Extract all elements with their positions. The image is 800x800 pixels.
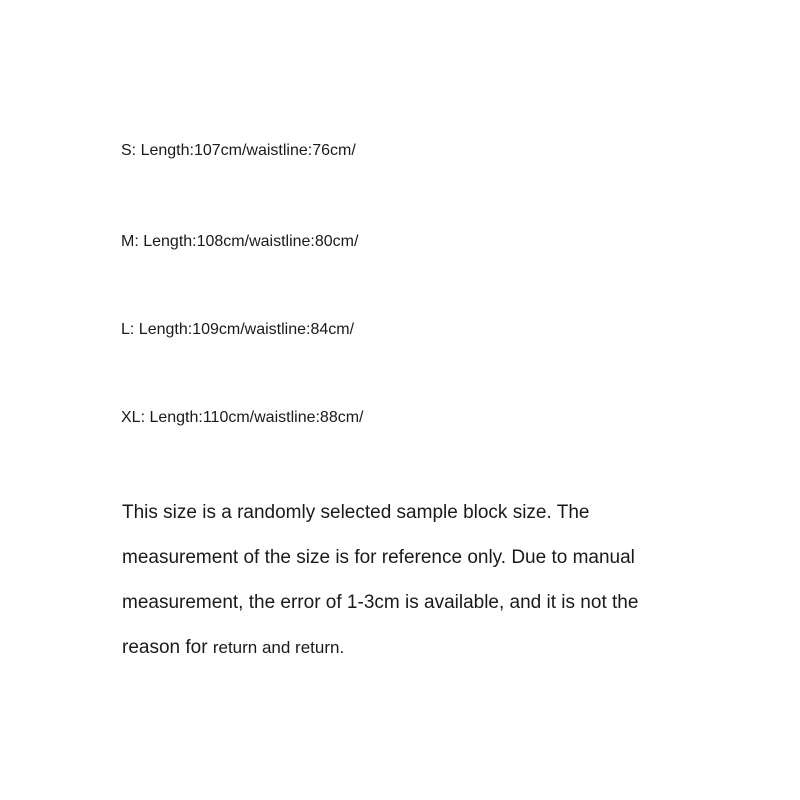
measurement-note — [122, 490, 762, 670]
note-line-1: This size is a randomly selected sample block size. The — [122, 502, 590, 523]
note-line-4-start: reason for — [122, 637, 213, 658]
size-xl-line: XL: Length:110cm/waistline:88cm/ — [121, 409, 364, 426]
note-line-4 — [122, 625, 762, 670]
size-l-line: L: Length:109cm/waistline:84cm/ — [121, 321, 355, 338]
size-s-line: S: Length:107cm/waistline:76cm/ — [121, 142, 356, 159]
note-line-4-end: return and return. — [212, 638, 345, 657]
note-line-3: measurement, the error of 1-3cm is available, and it is not the — [122, 592, 639, 613]
note-line-2: measurement of the size is for reference only. Due to manual — [122, 547, 635, 568]
size-m-line: M: Length:108cm/waistline:80cm/ — [121, 233, 359, 250]
